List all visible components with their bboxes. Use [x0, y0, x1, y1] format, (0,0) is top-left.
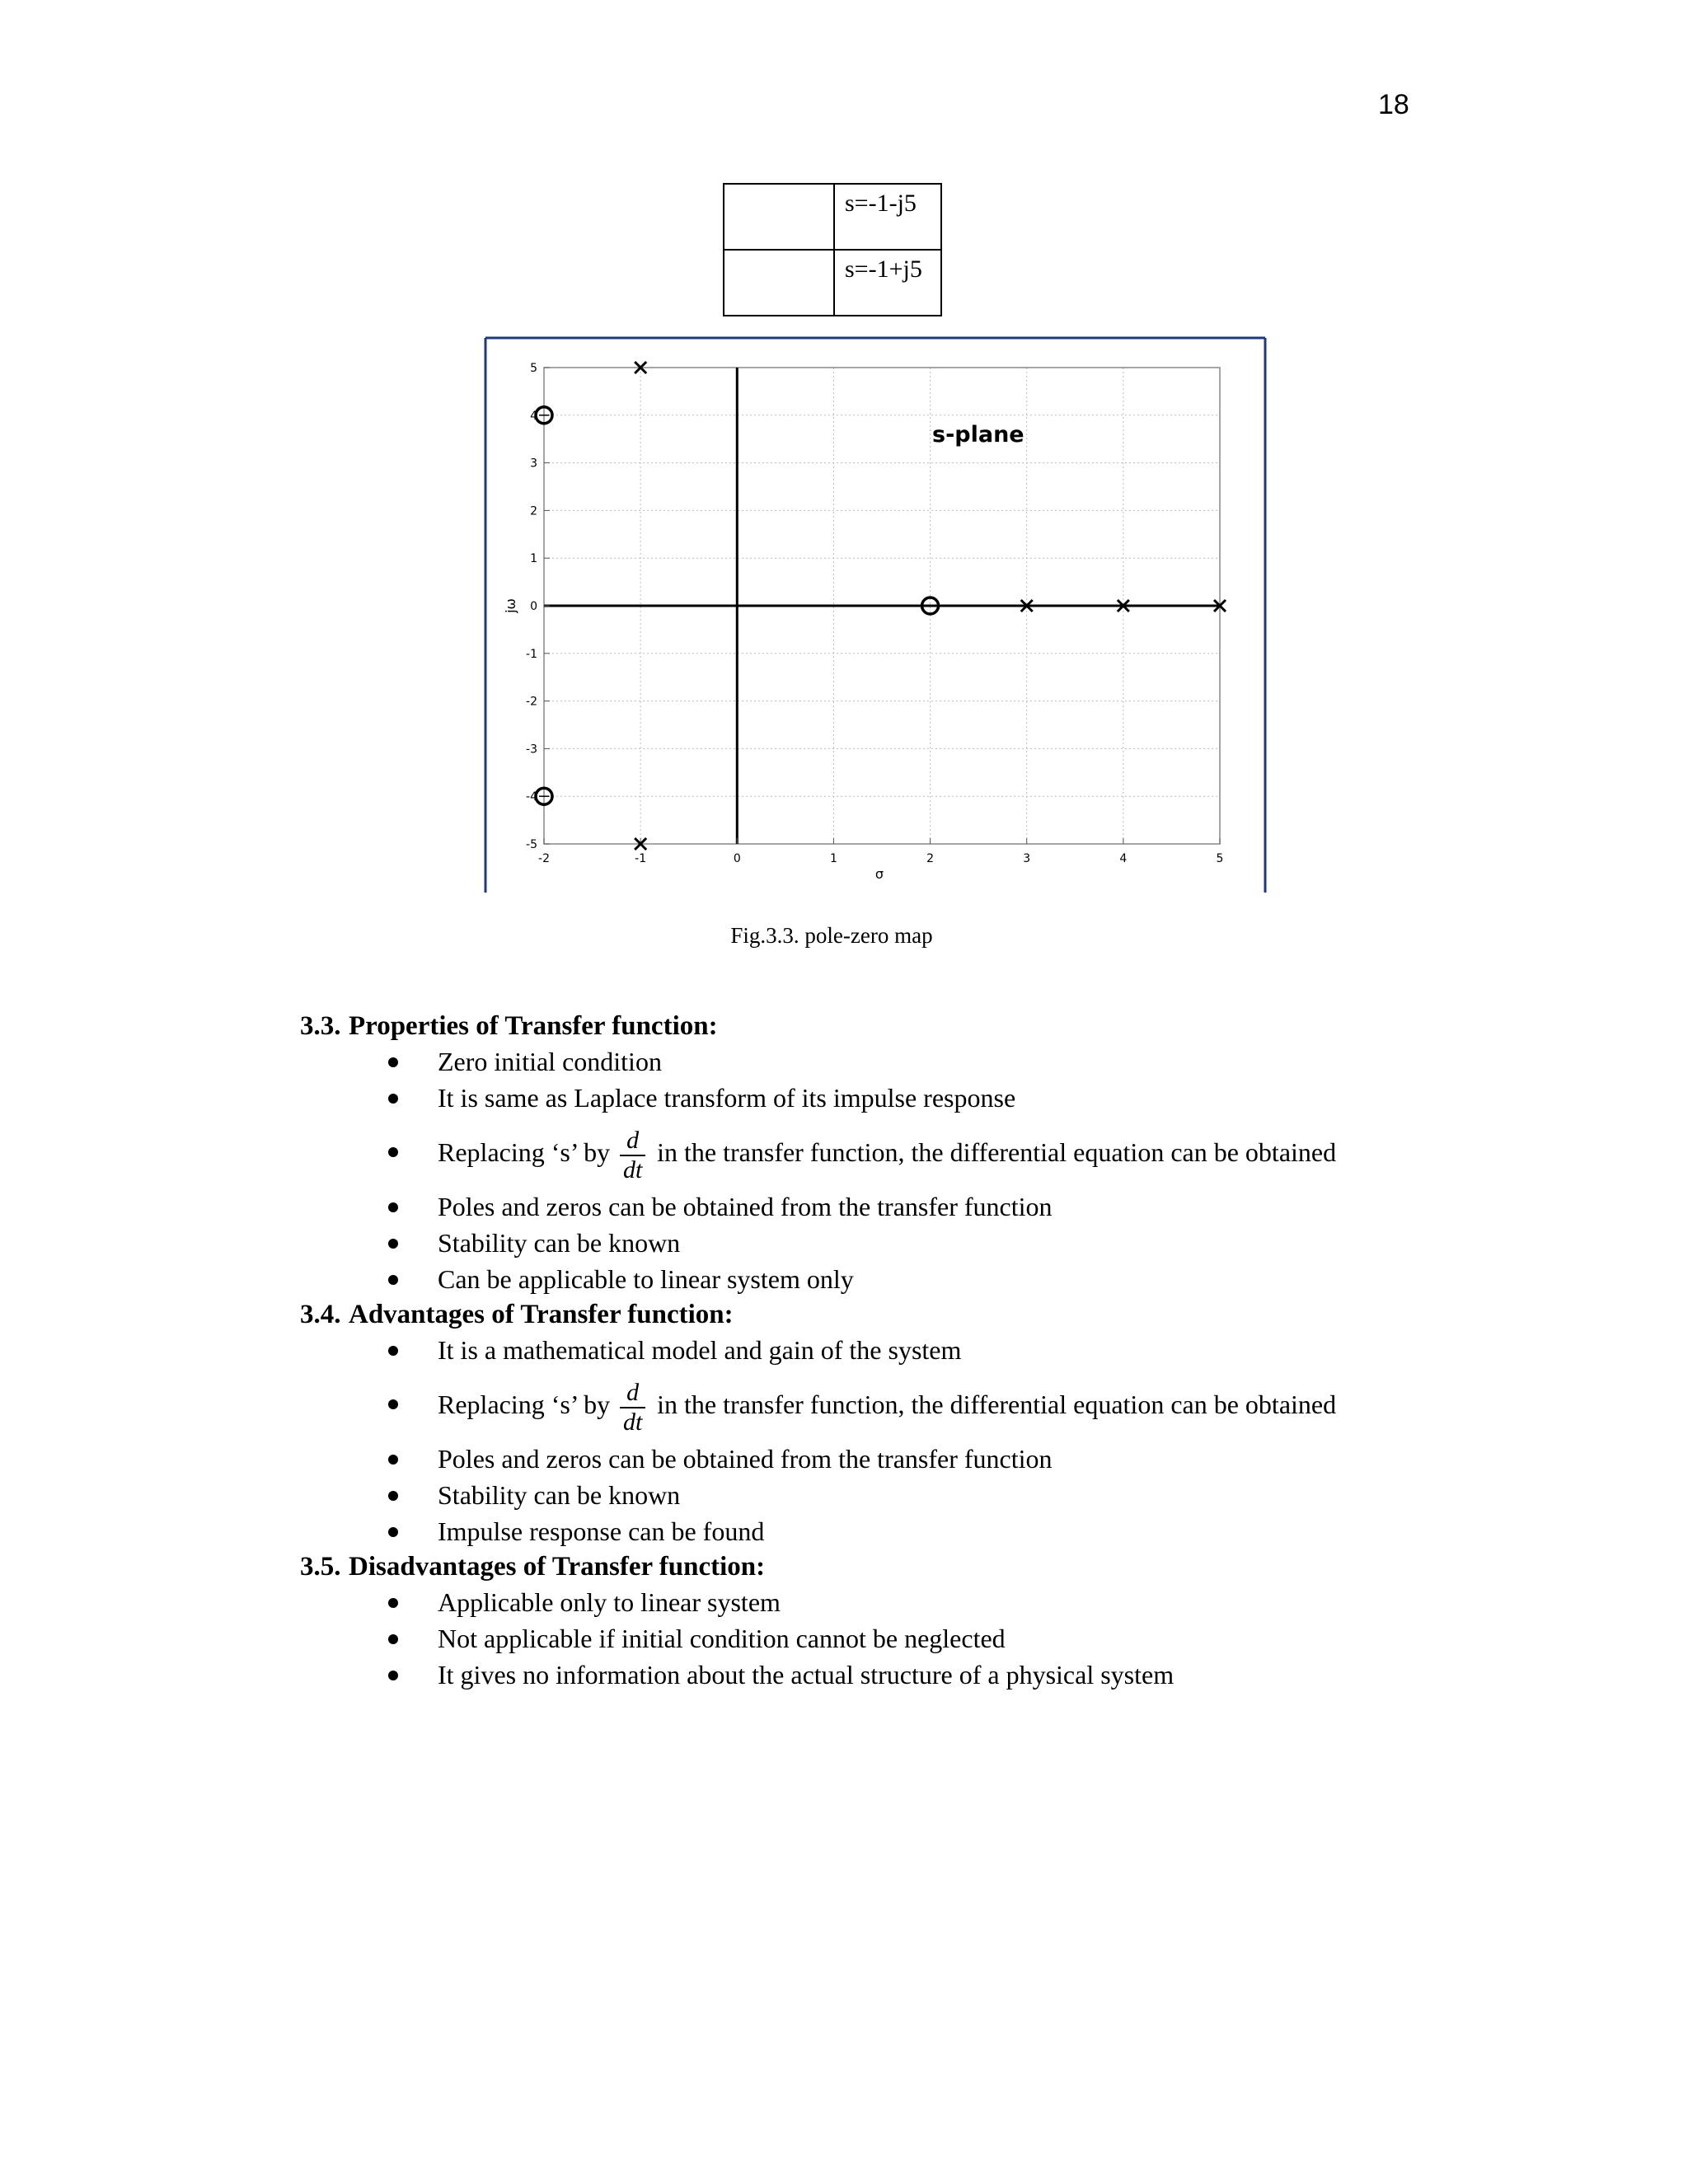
advantages-list — [300, 1332, 1454, 1549]
bullet-icon — [388, 1491, 398, 1501]
list-item-text: Replacing ‘s’ by — [438, 1390, 611, 1419]
derivative-fraction — [620, 1127, 645, 1184]
figure-caption: Fig.3.3. pole-zero map — [730, 923, 933, 948]
list-item-text: in the transfer function, the differential equation can be obtained — [657, 1137, 1337, 1167]
chart-title: s-plane — [932, 422, 1025, 448]
list-item-text: Replacing ‘s’ by — [438, 1137, 611, 1167]
table-cell: s=-1+j5 — [834, 250, 941, 316]
roots-table — [723, 183, 942, 316]
bullet-icon — [388, 1057, 398, 1067]
x-tick-label: 5 — [1216, 852, 1224, 865]
bullet-icon — [388, 1455, 398, 1465]
bullet-icon — [388, 1598, 398, 1608]
fraction-denominator: dt — [622, 1155, 643, 1183]
table-cell — [724, 184, 834, 250]
x-tick-label: 2 — [926, 852, 935, 865]
list-item — [300, 1080, 1454, 1116]
pole-zero-plot — [484, 336, 1267, 893]
fraction-denominator: dt — [622, 1408, 643, 1436]
list-item — [300, 1225, 1454, 1261]
x-tick-label: -1 — [635, 852, 647, 865]
chart-axes — [544, 368, 1220, 844]
y-tick-label: 3 — [530, 457, 537, 471]
y-tick-label: -5 — [526, 838, 537, 851]
x-tick-label: 0 — [733, 852, 741, 865]
table-cell — [724, 250, 834, 316]
table-cell: s=-1-j5 — [834, 184, 941, 250]
y-tick-label: -2 — [526, 695, 537, 709]
section-number: 3.4. — [300, 1300, 341, 1329]
bullet-icon — [388, 1346, 398, 1356]
list-item-text: Poles and zeros can be obtained from the transfer function — [438, 1192, 1053, 1221]
x-axis-label: σ — [874, 866, 884, 882]
bullet-icon — [388, 1527, 398, 1537]
list-item-text: It gives no information about the actual structure of a physical system — [438, 1660, 1175, 1690]
list-item-text: Applicable only to linear system — [438, 1587, 781, 1617]
chart-ticks — [526, 362, 1223, 865]
list-item — [300, 1477, 1454, 1513]
table-row — [724, 184, 941, 250]
y-tick-label: -3 — [526, 743, 537, 757]
list-item-text: Zero initial condition — [438, 1047, 662, 1076]
x-tick-label: 3 — [1023, 852, 1031, 865]
section-number: 3.3. — [300, 1011, 341, 1041]
y-tick-label: 4 — [530, 409, 537, 423]
list-item — [300, 1441, 1454, 1477]
y-tick-label: 2 — [530, 504, 537, 518]
list-item — [300, 1188, 1454, 1225]
list-item-text: Stability can be known — [438, 1480, 681, 1510]
y-axis-label: jω — [503, 598, 518, 613]
list-item — [300, 1043, 1454, 1080]
page-number: 18 — [1378, 89, 1409, 120]
section-number: 3.5. — [300, 1552, 341, 1582]
list-item — [300, 1332, 1454, 1368]
derivative-fraction — [620, 1379, 645, 1436]
list-item — [300, 1116, 1454, 1188]
list-item-text: It is same as Laplace transform of its impulse response — [438, 1083, 1016, 1113]
bullet-icon — [388, 1634, 398, 1644]
table-row — [724, 250, 941, 316]
y-tick-label: 5 — [530, 362, 537, 375]
x-tick-label: 4 — [1119, 852, 1128, 865]
bullet-icon — [388, 1202, 398, 1212]
chart-frame-border — [485, 338, 1265, 893]
list-item — [300, 1584, 1454, 1620]
y-tick-label: 1 — [530, 552, 537, 566]
list-item — [300, 1620, 1454, 1657]
list-item-text: Stability can be known — [438, 1228, 681, 1258]
section-title: Advantages of Transfer function: — [349, 1300, 734, 1329]
list-item — [300, 1261, 1454, 1297]
bullet-icon — [388, 1147, 398, 1157]
disadvantages-list — [300, 1584, 1454, 1693]
pole-zero-chart — [484, 336, 1267, 893]
x-tick-label: -2 — [538, 852, 550, 865]
list-item — [300, 1513, 1454, 1549]
bullet-icon — [388, 1275, 398, 1285]
list-item-text: Poles and zeros can be obtained from the transfer function — [438, 1444, 1053, 1474]
fraction-numerator: d — [620, 1127, 645, 1156]
list-item-text: in the transfer function, the differential equation can be obtained — [657, 1390, 1337, 1419]
list-item — [300, 1368, 1454, 1441]
list-item-text: Can be applicable to linear system only — [438, 1264, 854, 1294]
sections — [300, 1009, 1454, 1693]
y-tick-label: -1 — [526, 647, 537, 661]
section-title: Disadvantages of Transfer function: — [349, 1552, 766, 1582]
section-heading-properties — [300, 1009, 1454, 1043]
properties-list — [300, 1043, 1454, 1297]
section-heading-advantages — [300, 1297, 1454, 1332]
bullet-icon — [388, 1094, 398, 1104]
x-tick-label: 1 — [829, 852, 837, 865]
list-item-text: Not applicable if initial condition cannot be neglected — [438, 1624, 1006, 1653]
list-item-text: Impulse response can be found — [438, 1516, 765, 1546]
bullet-icon — [388, 1399, 398, 1409]
list-item — [300, 1657, 1454, 1693]
list-item-text: It is a mathematical model and gain of the system — [438, 1335, 962, 1365]
section-title: Properties of Transfer function: — [349, 1011, 718, 1041]
bullet-icon — [388, 1671, 398, 1680]
y-tick-label: 0 — [530, 600, 537, 613]
y-tick-label: -4 — [526, 790, 537, 804]
bullet-icon — [388, 1239, 398, 1249]
fraction-numerator: d — [620, 1379, 645, 1408]
section-heading-disadvantages — [300, 1549, 1454, 1584]
